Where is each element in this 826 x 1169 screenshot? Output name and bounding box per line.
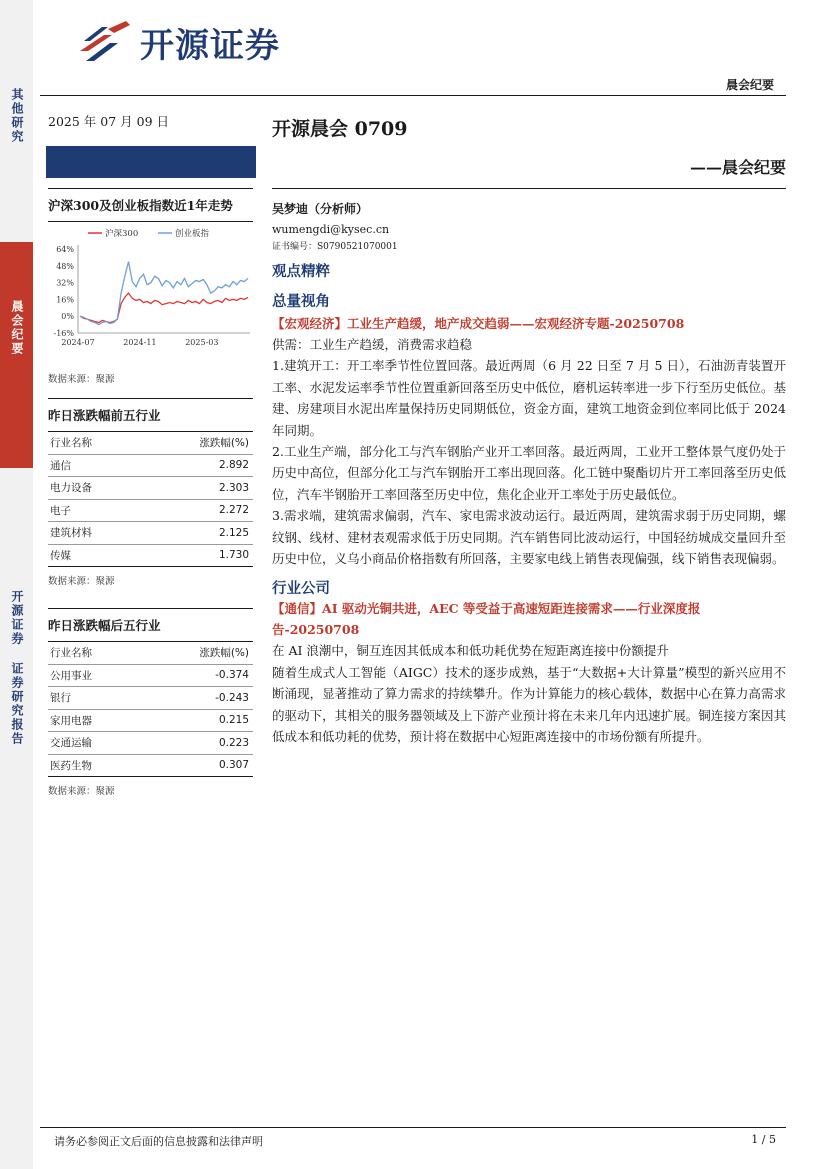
doc-type-label: 晨会纪要 [725, 78, 774, 92]
brand-name: 开源证券 [140, 26, 280, 66]
section-heading-highlights: 观点精粹 [272, 263, 330, 280]
col-header-industry: 行业名称 [48, 432, 141, 455]
industry-name: 医药生物 [48, 754, 141, 777]
table-row [48, 687, 253, 710]
bottom5-top-rule [48, 608, 253, 609]
table-header-row [48, 642, 253, 665]
table-row [48, 664, 253, 687]
industry-paragraph-1: 随着生成式人工智能（AIGC）技术的逐步成熟，基于“大数据+大计算量”模型的新兴应用不断涌现，显著推动了算力需求的持续攀升。作为计算能力的核心载体，数据中心在算力高需求的驱动下，其相关的服务器领域及上下游产业预计将在未来几年内迅速扩展。铜连接方案因其低成本和低功耗的优势，预计将在数据中心短距离连接中的市场份额有所提升。 [272, 664, 786, 745]
sidebar [0, 0, 33, 1169]
page-number: 1 / 5 [751, 1133, 776, 1146]
report-date: 2025 年 07 月 09 日 [48, 114, 169, 129]
x-tick-label: 2024-11 [123, 338, 157, 347]
brand-logo [78, 18, 280, 67]
table-row [48, 522, 253, 545]
industry-change: 0.215 [141, 709, 253, 732]
page-title: 开源晨会 0709 [272, 118, 408, 140]
sidebar-label-bottom: 开源证券 证券研究报告 [10, 590, 24, 746]
table-row [48, 754, 253, 777]
legend-label: 沪深300 [105, 229, 139, 239]
table-row [48, 499, 253, 522]
table-row [48, 544, 253, 567]
industry-intro: 在 AI 浪潮中，铜互连因其低成本和低功耗优势在短距离连接中份额提升 [272, 643, 669, 659]
y-tick-label: 64% [56, 245, 74, 254]
industry-change: 0.223 [141, 732, 253, 755]
col-header-industry: 行业名称 [48, 642, 141, 665]
macro-paragraph-3: 3.需求端，建筑需求偏弱，汽车、家电需求波动运行。最近两周，建筑需求弱于历史同期，螺纹钢、线材、建材表观需求低于历史同期。汽车销售同比波动运行，中国轻纺城成交量回升至历史中位，义乌小商品价格指数有所回落，主要家电线上销售表现偏强，线下销售表现偏弱。 [272, 508, 786, 567]
top5-table [48, 431, 253, 567]
col-header-change: 涨跌幅(%) [141, 642, 253, 665]
industry-name: 通信 [48, 454, 141, 477]
macro-paragraph-1: 1.建筑开工：开工率季节性位置回落。最近两周（6 月 22 日至 7 月 5 日），石油沥青装置开工率、水泥发运率季节性位置重新回落至历史中低位，磨机运转率进一步下行至历史低位。基建、房建项目水泥出库量保持历史同期低位，资金方面，建筑工地资金到位率同比低于 2024 年同期。 [272, 358, 786, 438]
industry-change: 0.307 [141, 754, 253, 777]
x-tick-label: 2024-07 [61, 338, 95, 347]
industry-name: 交通运输 [48, 732, 141, 755]
index-trend-chart [48, 225, 253, 357]
macro-paragraph-2: 2.工业生产端，部分化工与汽车钢胎产业开工率回落。最近两周，工业开工整体景气度仍处于历史中高位，但部分化工与汽车钢胎开工率出现回落。化工链中聚酯切片开工率回落至历史低位，汽车半钢胎开工率回落至历史中位，焦化企业开工率处于历史最低位。 [272, 444, 786, 502]
table-row [48, 709, 253, 732]
industry-change: 2.303 [141, 477, 253, 500]
industry-name: 银行 [48, 687, 141, 710]
title-band [46, 146, 256, 178]
analyst-name: 吴梦迪（分析师） [272, 202, 369, 216]
header-divider [40, 95, 786, 96]
sidebar-label-middle: 晨会纪要 [10, 300, 24, 356]
top5-section [48, 398, 253, 587]
bottom5-section [48, 608, 253, 797]
bottom5-source: 数据来源：聚源 [48, 786, 115, 797]
industry-change: -0.374 [141, 664, 253, 687]
bottom5-heading: 昨日涨跌幅后五行业 [48, 618, 161, 633]
chart-heading-rule [48, 221, 253, 222]
chart-heading: 沪深300及创业板指数近1年走势 [48, 198, 233, 213]
industry-report-title[interactable]: 【通信】AI 驱动光铜共进，AEC 等受益于高速短距连接需求——行业深度报告-20250708 [272, 601, 701, 638]
brand-mark-icon [78, 19, 134, 67]
top5-top-rule [48, 398, 253, 399]
section-heading-macro: 总量视角 [272, 293, 330, 310]
subtitle-divider [272, 188, 786, 189]
y-tick-label: 0% [61, 312, 74, 322]
table-row [48, 732, 253, 755]
y-tick-label: 48% [56, 261, 74, 271]
y-tick-label: -16% [53, 329, 74, 338]
analyst-cert: 证书编号：S0790521070001 [272, 242, 398, 252]
industry-name: 建筑材料 [48, 522, 141, 545]
industry-name: 家用电器 [48, 709, 141, 732]
macro-report-title[interactable]: 【宏观经济】工业生产趋缓，地产成交趋弱——宏观经济专题-20250708 [272, 316, 685, 331]
page-subtitle: ——晨会纪要 [689, 158, 786, 177]
main-content [272, 200, 786, 748]
table-header-row [48, 432, 253, 455]
top5-heading: 昨日涨跌幅前五行业 [48, 408, 161, 423]
analyst-email[interactable]: wumengdi@kysec.cn [272, 223, 390, 236]
industry-name: 公用事业 [48, 664, 141, 687]
chart-source: 数据来源：聚源 [48, 374, 115, 385]
industry-change: 2.125 [141, 522, 253, 545]
col-header-change: 涨跌幅(%) [141, 432, 253, 455]
y-tick-label: 32% [56, 278, 74, 288]
macro-intro: 供需：工业生产趋缓，消费需求趋稳 [272, 337, 473, 352]
industry-name: 电子 [48, 499, 141, 522]
table-row [48, 477, 253, 500]
table-row [48, 454, 253, 477]
bottom5-table [48, 641, 253, 777]
x-tick-label: 2025-03 [185, 338, 219, 347]
industry-change: 1.730 [141, 544, 253, 567]
industry-name: 传媒 [48, 544, 141, 567]
chart-section [48, 188, 253, 385]
section-heading-industry: 行业公司 [272, 580, 330, 598]
industry-name: 电力设备 [48, 477, 141, 500]
sidebar-label-top: 其他研究 [10, 88, 24, 144]
series-line-hs300 [80, 293, 248, 322]
chart-top-rule [48, 188, 253, 189]
top5-source: 数据来源：聚源 [48, 576, 115, 587]
industry-change: -0.243 [141, 687, 253, 710]
y-tick-label: 16% [56, 295, 74, 305]
footer-divider [40, 1127, 786, 1128]
industry-change: 2.892 [141, 454, 253, 477]
series-line-chinext [80, 262, 248, 325]
legend-label: 创业板指 [175, 229, 210, 239]
industry-change: 2.272 [141, 499, 253, 522]
footer-disclaimer: 请务必参阅正文后面的信息披露和法律声明 [54, 1135, 263, 1148]
